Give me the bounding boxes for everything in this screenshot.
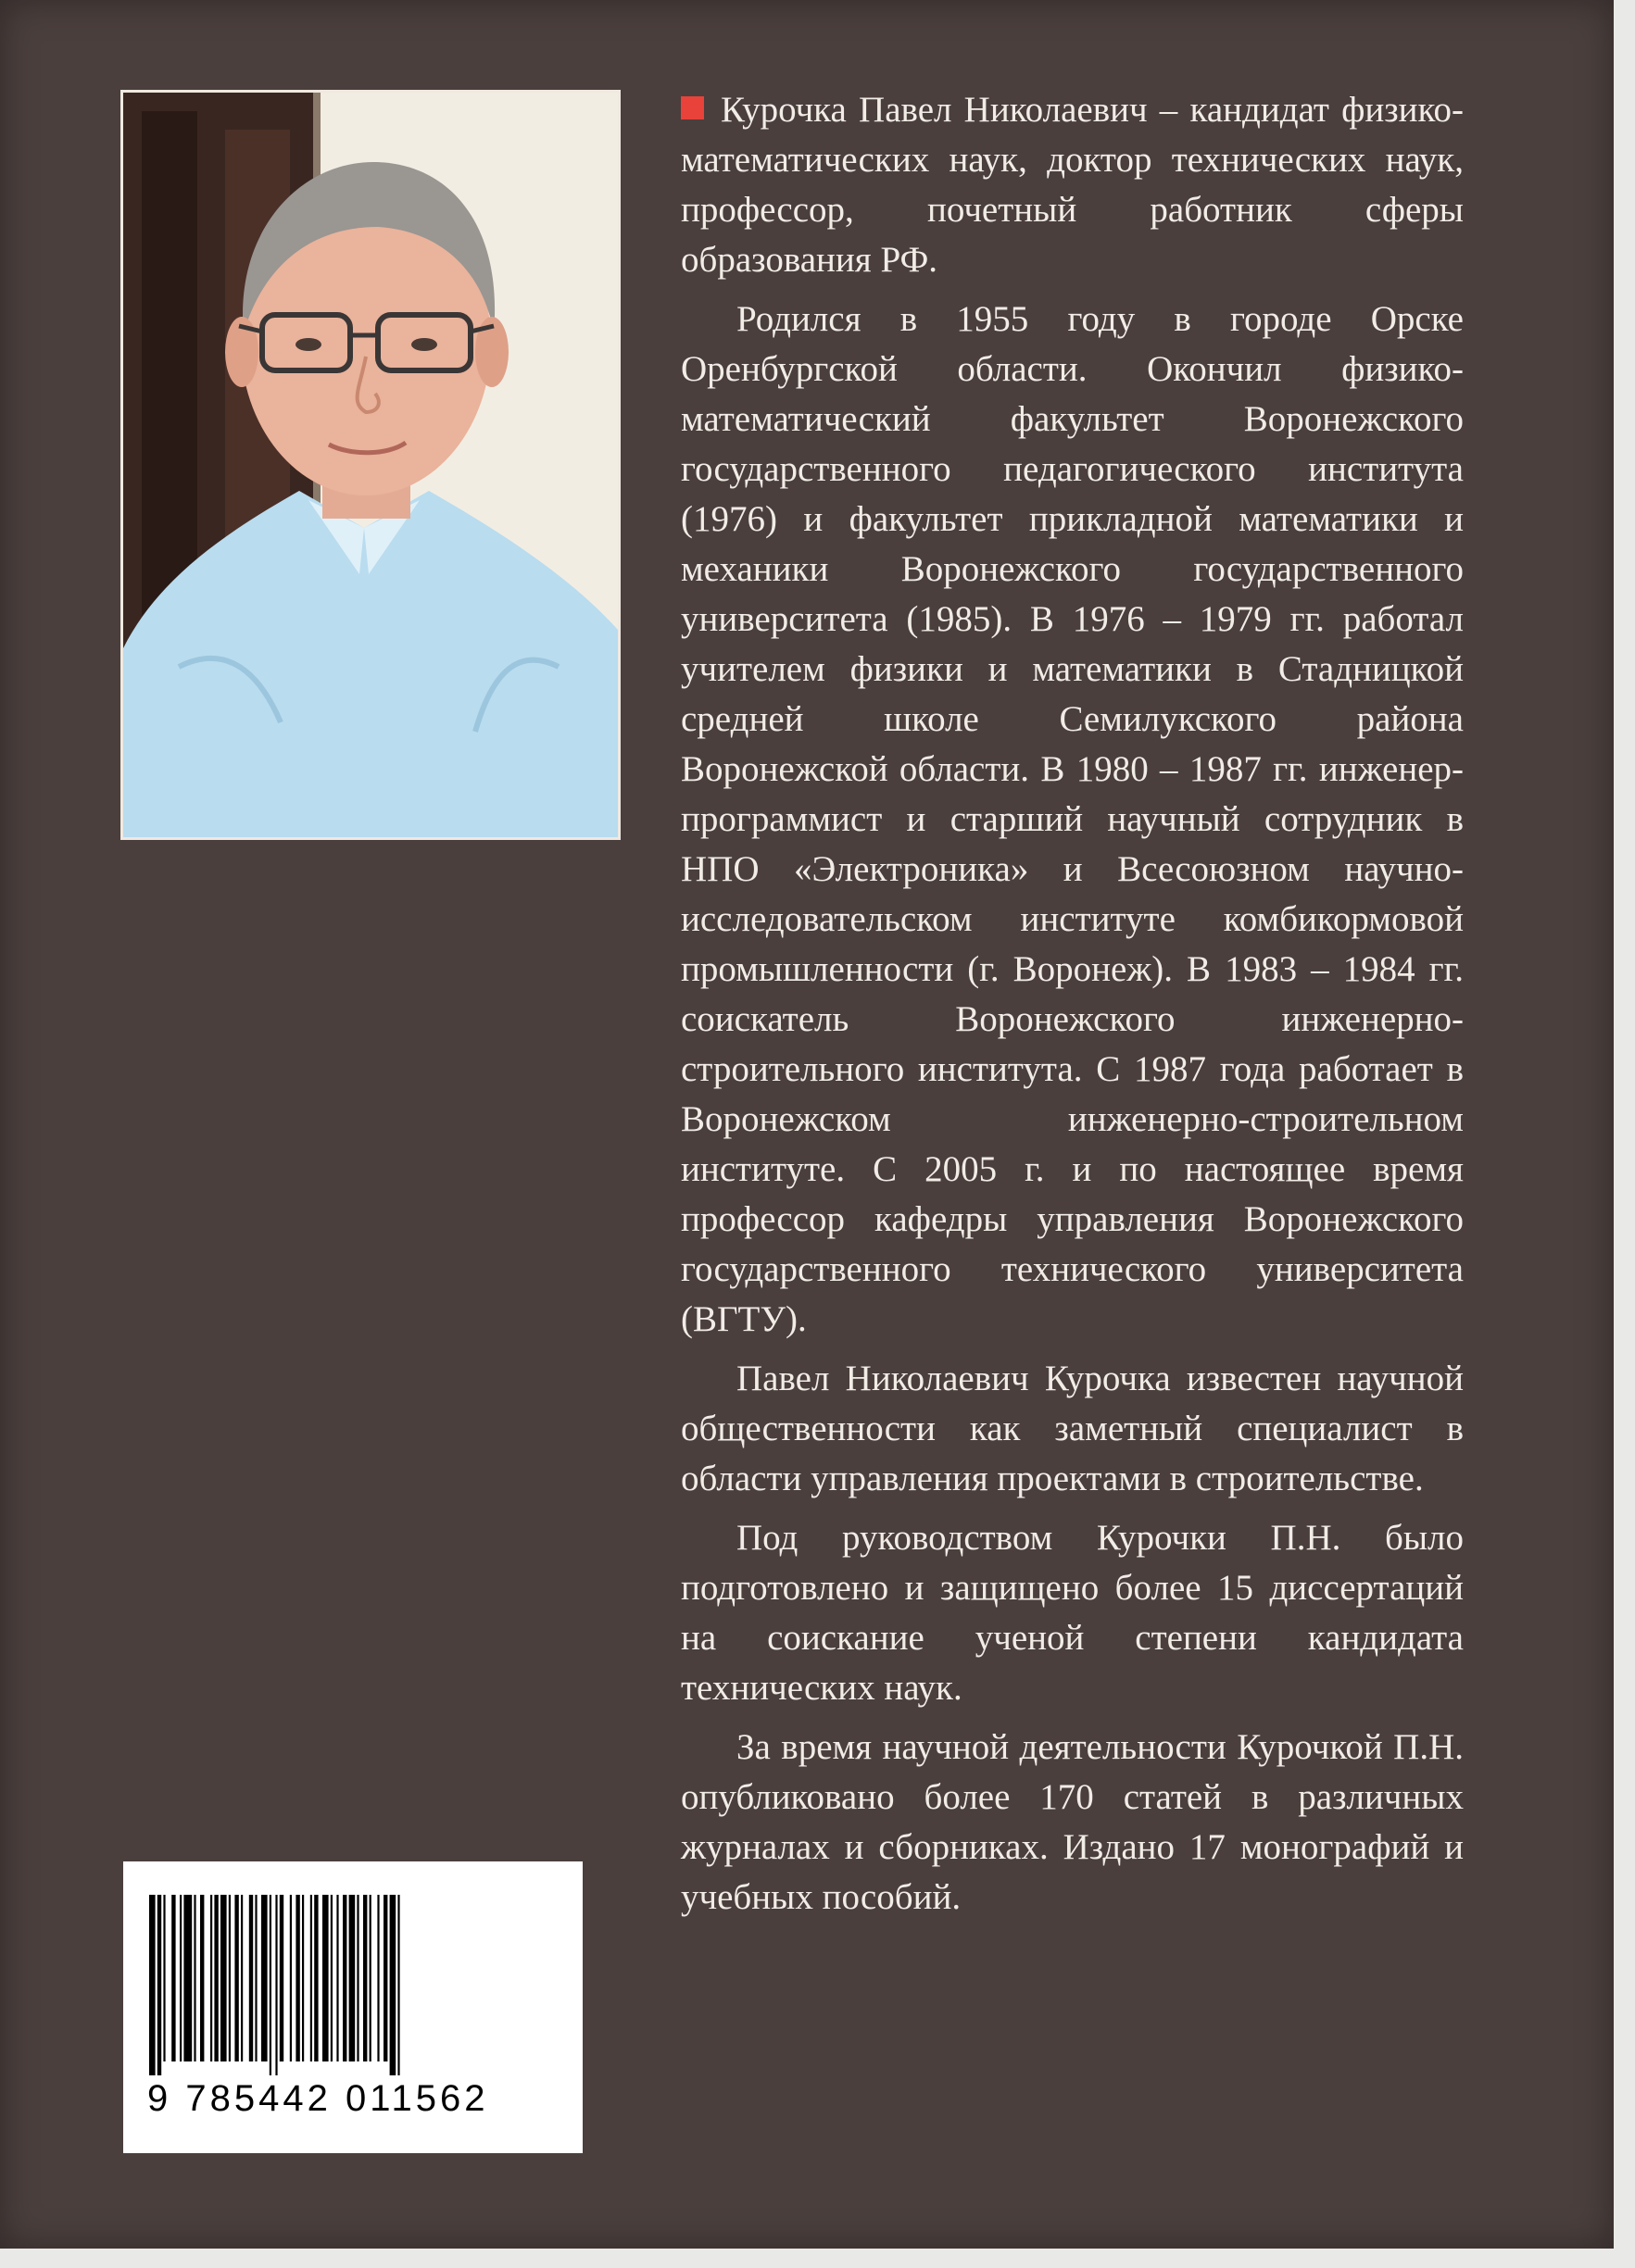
barcode-bar	[210, 1895, 212, 2061]
barcode-bar	[302, 1895, 304, 2061]
barcode-bar	[200, 1895, 204, 2061]
barcode-bar	[180, 1895, 182, 2061]
bio-paragraph-publications: За время научной деятельности Курочкой П.Н. опубликовано более 170 статей в различных журналах и сборниках. Издано 17 монографий и учебных пособий.	[681, 1727, 1464, 1917]
bio-paragraph-intro: Курочка Павел Николаевич – кандидат физико-математических наук, доктор технических наук, профессор, почетный работник сферы образования РФ.	[681, 90, 1464, 280]
author-portrait-icon	[123, 93, 618, 837]
barcode-bar	[377, 1895, 379, 2061]
barcode-bar	[390, 1895, 396, 2075]
isbn-barcode	[123, 1861, 583, 2153]
barcode-bar	[163, 1895, 165, 2061]
barcode-bar	[322, 1895, 329, 2061]
barcode-bar	[229, 1895, 231, 2061]
isbn-number: 9 785442 011562	[147, 2078, 489, 2119]
barcode-bar	[234, 1895, 238, 2061]
barcode-bar	[290, 1895, 292, 2061]
barcode-bar	[249, 1895, 253, 2061]
bio-paragraph-dissertations: Под руководством Курочки П.Н. было подготовлено и защищено более 15 диссертаций на соискание ученой степени кандидата технических наук.	[681, 1518, 1464, 1708]
barcode-bar	[343, 1895, 346, 2061]
barcode-bar	[384, 1895, 387, 2061]
barcode-bar	[157, 1895, 161, 2075]
barcode-bar	[275, 1895, 277, 2075]
bio-paragraph-reputation: Павел Николаевич Курочка известен научной общественности как заметный специалист в области управления проектами в строительстве.	[681, 1359, 1464, 1498]
author-biography	[681, 85, 1464, 1932]
barcode-bar	[314, 1895, 318, 2061]
barcode-bar	[310, 1895, 312, 2061]
barcode-bar	[296, 1895, 299, 2061]
barcode-bar	[357, 1895, 358, 2061]
barcode-bar	[220, 1895, 227, 2061]
barcode-bars	[149, 1895, 561, 2075]
barcode-bar	[280, 1895, 283, 2061]
barcode-bar	[171, 1895, 175, 2061]
barcode-bar	[149, 1895, 156, 2075]
barcode-bar	[331, 1895, 333, 2061]
bio-paragraph-career: Родился в 1955 году в городе Орске Оренбургской области. Окончил физико-математический факультет Воронежского государственного педагогического института (1976) и факультет прикладной математики и механики Воронежского государственного университета (1985). В 1976 – 1979 гг. работал учителем физики и математики в Стадницкой средней школе Семилукского района Воронежской области. В 1980 – 1987 гг. инженер-программист и старший научный сотрудник в НПО «Электроника» и Всесоюзном научно-исследовательском институте комбикормовой промышленности (г. Воронеж). В 1983 – 1984 гг. соискатель Воронежского инженерно-строительного института. С 1987 года работает в Воронежском инженерно-строительном институте. С 2005 г. и по настоящее время профессор кафедры управления Воронежского государственного технического университета (ВГТУ).	[681, 299, 1464, 1339]
barcode-bar	[261, 1895, 268, 2061]
barcode-bar	[349, 1895, 356, 2061]
barcode-bar	[336, 1895, 338, 2061]
barcode-bar	[183, 1895, 192, 2061]
barcode-bar	[370, 1895, 371, 2061]
barcode-bar	[270, 1895, 271, 2075]
barcode-bar	[214, 1895, 218, 2061]
barcode-bar	[363, 1895, 367, 2061]
author-photo	[120, 90, 621, 840]
barcode-bar	[255, 1895, 257, 2061]
barcode-bar	[194, 1895, 195, 2061]
barcode-bar	[241, 1895, 243, 2061]
red-square-marker-icon	[681, 96, 704, 119]
barcode-bar	[397, 1895, 399, 2075]
